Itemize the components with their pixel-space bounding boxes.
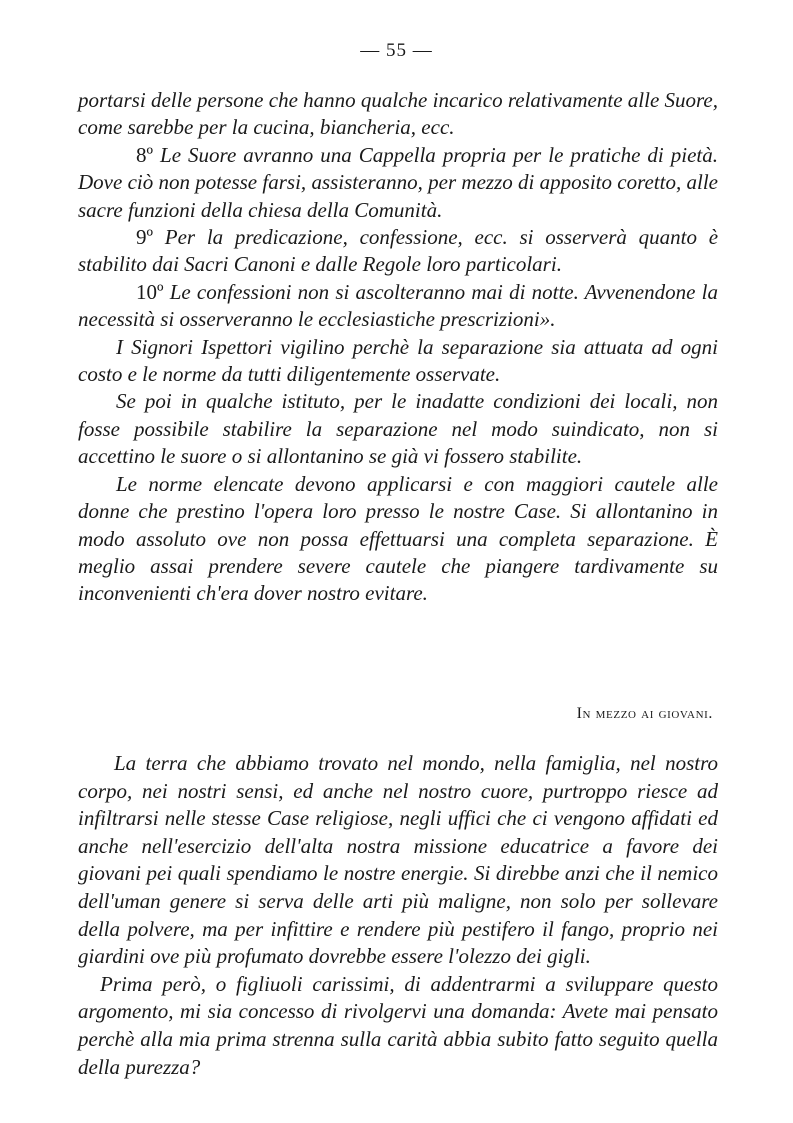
paragraph-numbered (78, 142, 718, 224)
paragraph-text: Per la predicazione, confessione, ecc. si osserverà quanto è stabilito dai Sacri Canoni e dalle Regole loro particolari. (78, 225, 719, 277)
paragraph: Le norme elencate devono applicarsi e con maggiori cautele alle donne che prestino l'opera loro presso le nostre Case. Si allontanino in modo assoluto ove non possa effettuarsi una completa separazione. È meglio assai prendere severe cautele che piangere tardivamente su inconvenienti ch'era dover nostro evitare. (78, 471, 718, 606)
paragraph-number: 9º (136, 225, 154, 250)
body-text-upper (78, 87, 718, 608)
paragraph: La terra che abbiamo trovato nel mondo, nella famiglia, nel nostro corpo, nei nostri sensi, ed anche nel nostro cuore, purtroppo riesce ad infiltrarsi nelle stesse Case religiose, negli uffici che ci vengono affidati ed anche nell'esercizio dell'alta nostra missione educatrice a favore dei giovani pei quali spendiamo le nostre energie. Si direbbe anzi che il nemico dell'uman genere si serva delle arti più maligne, non solo per sollevare della polvere, ma per infittire e rendere più pestifero il fango, proprio nei giardini ove più profumato dovrebbe essere l'olezzo dei gigli. (78, 751, 718, 969)
body-text-lower (78, 750, 718, 1081)
paragraph: portarsi delle persone che hanno qualche incarico relativamente alle Suore, come sarebbe per la cucina, biancheria, ecc. (78, 88, 718, 140)
paragraph-text: Le confessioni non si ascolteranno mai di notte. Avvenendone la necessità si osserveranno le ecclesiastiche prescrizioni». (78, 279, 718, 332)
paragraph-text: Le Suore avranno una Cappella propria per le pratiche di pietà. Dove ciò non potesse farsi, assisteranno, per mezzo di apposito coretto, alle sacre funzioni della chiesa della Comunità. (78, 142, 718, 222)
paragraph-numbered (78, 224, 718, 279)
paragraph-number: 10º (136, 279, 164, 304)
paragraph: I Signori Ispettori vigilino perchè la separazione sia attuata ad ogni costo e le norme da tutti diligentemente osservate. (78, 334, 718, 387)
section-heading: In mezzo ai giovani. (576, 705, 713, 722)
paragraph-number: 8º (136, 142, 154, 167)
paragraph-numbered (78, 279, 718, 334)
paragraph: Prima però, o figliuoli carissimi, di addentrarmi a sviluppare questo argomento, mi sia concesso di rivolgervi una domanda: Avete mai pensato perchè alla mia prima strenna sulla carità abbia subito fatto seguito quella della purezza? (78, 971, 718, 1079)
paragraph: Se poi in qualche istituto, per le inadatte condizioni dei locali, non fosse possibile stabilire la separazione nel modo suindicato, non si accettino le suore o si allontanino se già vi fossero stabilite. (78, 389, 718, 469)
page-number: — 55 — (360, 40, 433, 61)
